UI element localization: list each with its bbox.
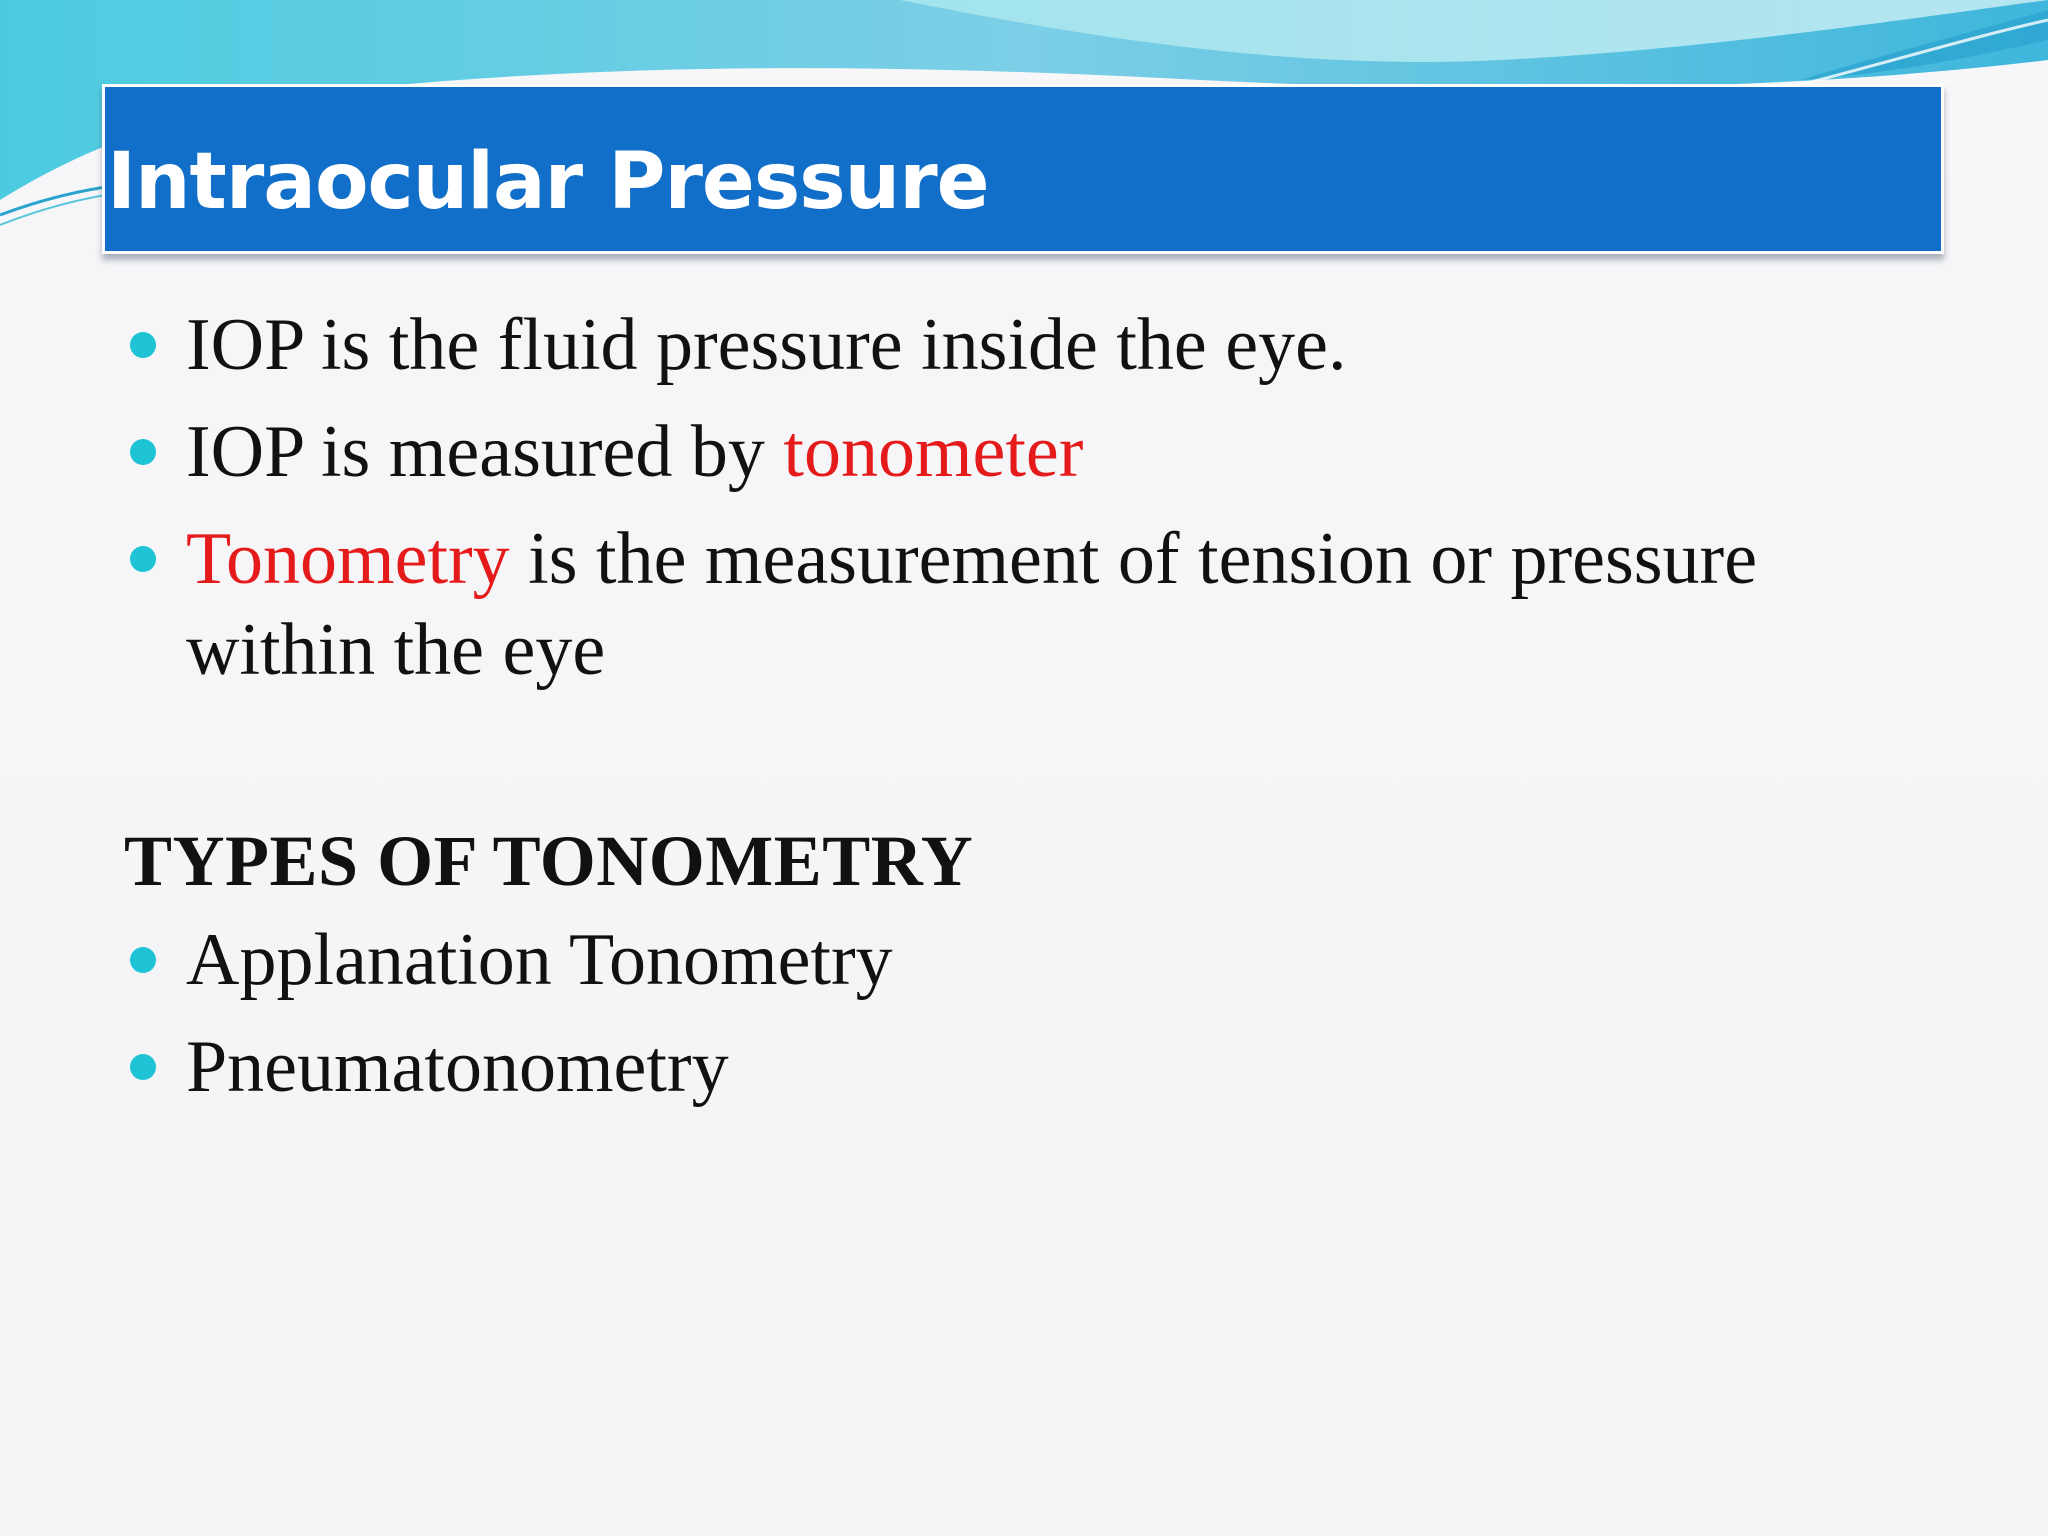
bullet-text: IOP is the fluid pressure inside the eye. (186, 304, 1347, 386)
list-item (124, 300, 1924, 391)
definition-list (124, 300, 1924, 696)
bullet-text: is the measurement of tension or pressure within the eye (186, 518, 1758, 691)
title-bar (102, 84, 1944, 254)
bullet-dot-icon (130, 439, 156, 465)
list-item (124, 514, 1924, 696)
bullet-text: IOP is measured by (186, 411, 784, 493)
slide-title: Intraocular Pressure (107, 137, 989, 227)
list-item (124, 407, 1924, 498)
slide-content (124, 300, 1924, 1129)
bullet-dot-icon (130, 546, 156, 572)
bullet-dot-icon (130, 1054, 156, 1080)
list-item (124, 915, 1924, 1006)
list-item (124, 1022, 1924, 1113)
highlighted-term: Tonometry (186, 518, 510, 600)
bullet-text: Applanation Tonometry (186, 919, 893, 1001)
types-list (124, 915, 1924, 1113)
bullet-text: Pneumatonometry (186, 1026, 729, 1108)
bullet-dot-icon (130, 332, 156, 358)
highlighted-term: tonometer (783, 411, 1084, 493)
bullet-dot-icon (130, 947, 156, 973)
section-heading: TYPES OF TONOMETRY (124, 821, 974, 901)
